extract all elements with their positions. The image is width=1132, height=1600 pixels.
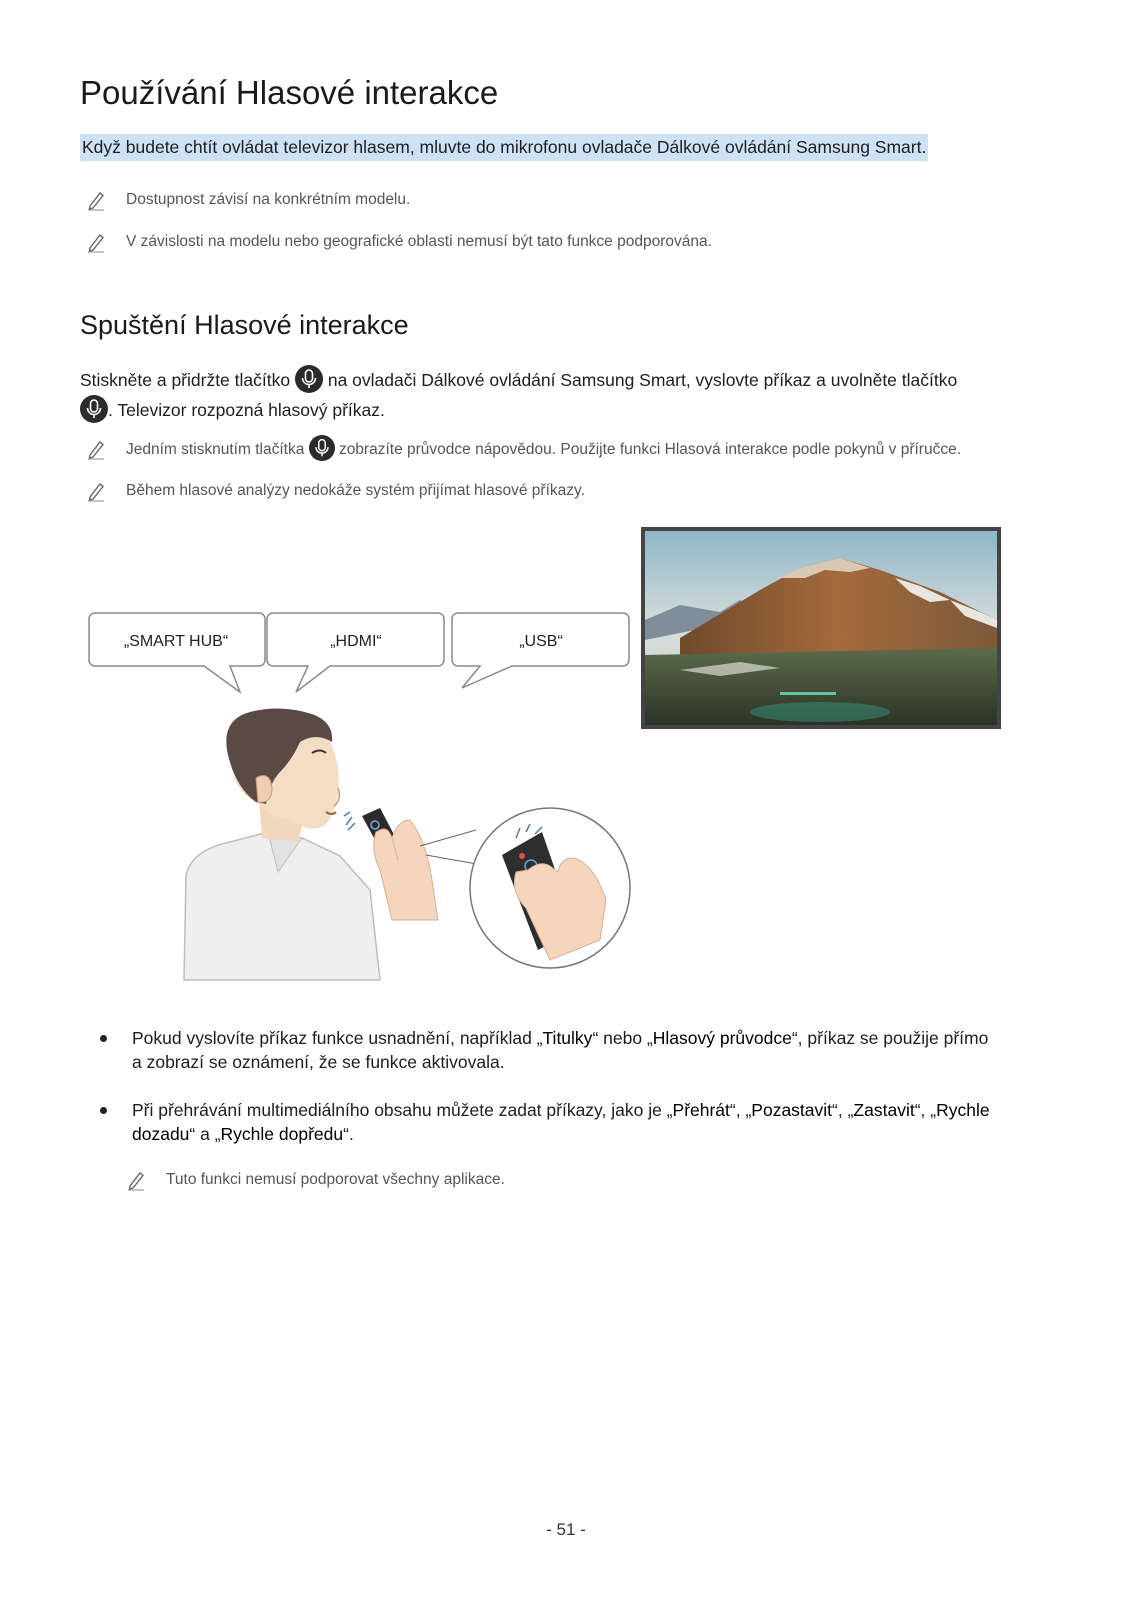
pencil-note-icon bbox=[86, 231, 106, 253]
bullet-media-commands: Při přehrávání multimediálního obsahu můžete zadat příkazy, jako je „Přehrát“, „Pozastavit“, „Zastavit“, „Rychle dozadu“ a „Rychle dopředu“. bbox=[100, 1098, 1060, 1146]
hand-holding-remote bbox=[362, 808, 438, 920]
person-speaking bbox=[184, 708, 380, 980]
speech-bubble-usb bbox=[452, 613, 629, 688]
pencil-note-icon bbox=[86, 480, 106, 502]
bubble-text-hdmi: „HDMI“ bbox=[330, 633, 382, 650]
mic-icon bbox=[80, 395, 108, 423]
instruction-line-2: . Televizor rozpozná hlasový příkaz. bbox=[80, 395, 385, 425]
bullet-accessibility: Pokud vyslovíte příkaz funkce usnadnění, například „Titulky“ nebo „Hlasový průvodce“, příkaz se použije přímo a zobrazí se oznámení, že se funkce aktivovala. bbox=[100, 1026, 1060, 1074]
speech-bubble-hdmi bbox=[267, 613, 444, 692]
intro-highlight: Když budete chtít ovládat televizor hlasem, mluvte do mikrofonu ovladače Dálkové ovládání Samsung Smart. bbox=[80, 134, 928, 161]
pencil-note-icon bbox=[86, 438, 106, 460]
section-heading: Spuštění Hlasové interakce bbox=[80, 310, 409, 340]
voice-interaction-illustration bbox=[80, 520, 1020, 990]
tv-screen bbox=[641, 527, 1001, 729]
bubble-text-usb: „USB“ bbox=[519, 633, 563, 650]
bullet-dot bbox=[100, 1107, 107, 1114]
page-number: - 51 - bbox=[546, 1520, 586, 1539]
pencil-note-icon bbox=[86, 189, 106, 211]
mic-icon bbox=[309, 435, 335, 461]
remote-closeup-circle bbox=[470, 808, 630, 968]
mic-icon bbox=[295, 365, 323, 393]
instruction-line-1: Stiskněte a přidržte tlačítko na ovladači Dálkové ovládání Samsung Smart, vyslovte příkaz a uvolněte tlačítko bbox=[80, 365, 957, 395]
pencil-note-icon bbox=[126, 1169, 146, 1191]
bubble-text-smart-hub: „SMART HUB“ bbox=[123, 633, 229, 650]
page-title: Používání Hlasové interakce bbox=[80, 74, 499, 111]
bullet-dot bbox=[100, 1035, 107, 1042]
